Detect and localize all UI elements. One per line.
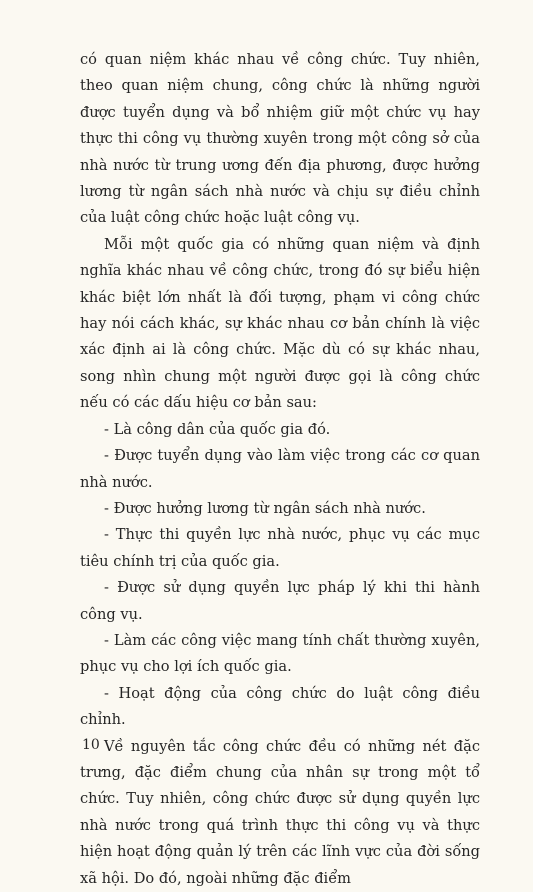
list-item: - Làm các công việc mang tính chất thường xuyên, phục vụ cho lợi ích quốc gia. — [80, 631, 480, 676]
list-item: - Là công dân của quốc gia đó. — [104, 420, 331, 438]
page-number: 10 — [82, 737, 100, 753]
list-item: - Được hưởng lương từ ngân sách nhà nước. — [104, 499, 426, 517]
list-item: - Được sử dụng quyền lực pháp lý khi thi hành công vụ. — [80, 579, 480, 623]
list-item: - Thực thi quyền lực nhà nước, phục vụ các mục tiêu chính trị của quốc gia. — [80, 526, 480, 570]
body-text — [80, 47, 480, 892]
paragraph-definition: Mỗi một quốc gia có những quan niệm và định nghĩa khác nhau về công chức, trong đó sự biểu hiện khác biệt lớn nhất là đối tượng, phạm vi công chức hay nói cách khác, sự khác nhau cơ bản chính là việc xác định ai là công chức. Mặc dù có sự khác nhau, song nhìn chung một người được gọi là công chức nếu có các dấu hiệu cơ bản sau: — [80, 235, 480, 412]
list-item: - Được tuyển dụng vào làm việc trong các cơ quan nhà nước. — [80, 447, 480, 491]
list-item: - Hoạt động của công chức do luật công điều chỉnh. — [80, 684, 480, 729]
paragraph-continuation: có quan niệm khác nhau về công chức. Tuy nhiên, theo quan niệm chung, công chức là những người được tuyển dụng và bổ nhiệm giữ một chức vụ hay thực thi công vụ thường xuyên trong một công sở của nhà nước từ trung ương đến địa phương, được hưởng lương từ ngân sách nhà nước và chịu sự điều chỉnh của luật công chức hoặc luật công vụ. — [80, 51, 480, 227]
paragraph-principles: Về nguyên tắc công chức đều có những nét đặc trưng, đặc điểm chung của nhân sự trong một tổ chức. Tuy nhiên, công chức được sử dụng quyền lực nhà nước trong quá trình thực thi công vụ và thực hiện hoạt động quản lý trên các lĩnh vực của đời sống xã hội. Do đó, ngoài những đặc điểm — [80, 737, 480, 887]
